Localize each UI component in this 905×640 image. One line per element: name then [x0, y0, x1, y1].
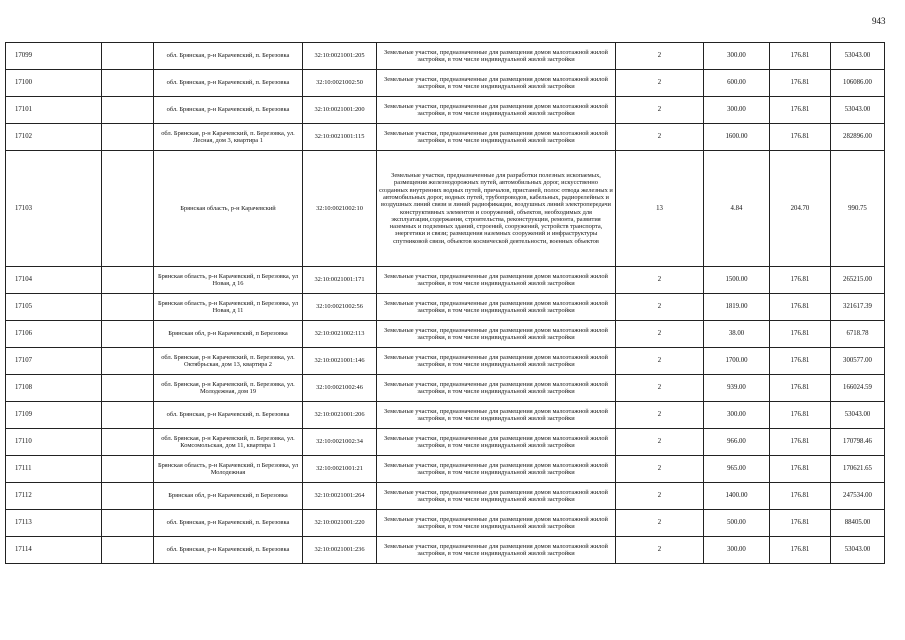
- land-use-purpose-cell: Земельные участки, предназначенные для размещения домов малоэтажной жилой застройки, в том числе индивидуальной жилой застройки: [377, 97, 616, 124]
- blank-cell: [102, 429, 154, 456]
- table-row: [6, 124, 885, 151]
- address-cell: обл. Брянская, р-н Карачевский, п. Березовка, ул. Комсомольская, дом 11, квартира 1: [154, 429, 303, 456]
- table-row: [6, 70, 885, 97]
- area-cell: 300.00: [704, 402, 770, 429]
- table-row: [6, 267, 885, 294]
- cadastral-number-cell: 32:10:0021002:50: [303, 70, 377, 97]
- cadastral-value-cell: 88405.00: [831, 510, 885, 537]
- area-cell: 600.00: [704, 70, 770, 97]
- area-cell: 4.84: [704, 151, 770, 267]
- blank-cell: [102, 456, 154, 483]
- row-id-cell: 17110: [6, 429, 102, 456]
- table-row: [6, 348, 885, 375]
- blank-cell: [102, 124, 154, 151]
- blank-cell: [102, 267, 154, 294]
- group-cell: 2: [616, 267, 704, 294]
- cadastral-value-cell: 321617.39: [831, 294, 885, 321]
- address-cell: Брянская область, р-н Карачевский, п Березовка, ул Новая, д 11: [154, 294, 303, 321]
- cadastral-number-cell: 32:10:0021001:206: [303, 402, 377, 429]
- rate-cell: 176.81: [770, 43, 831, 70]
- group-cell: 13: [616, 151, 704, 267]
- rate-cell: 176.81: [770, 537, 831, 564]
- table-row: [6, 321, 885, 348]
- row-id-cell: 17102: [6, 124, 102, 151]
- rate-cell: 176.81: [770, 375, 831, 402]
- cadastral-value-cell: 170621.65: [831, 456, 885, 483]
- group-cell: 2: [616, 402, 704, 429]
- address-cell: обл. Брянская, р-н Карачевский, п. Березовка: [154, 43, 303, 70]
- row-id-cell: 17113: [6, 510, 102, 537]
- cadastral-value-cell: 282896.00: [831, 124, 885, 151]
- group-cell: 2: [616, 70, 704, 97]
- blank-cell: [102, 375, 154, 402]
- row-id-cell: 17100: [6, 70, 102, 97]
- address-cell: обл. Брянская, р-н Карачевский, п. Березовка: [154, 537, 303, 564]
- table-row: [6, 151, 885, 267]
- rate-cell: 176.81: [770, 267, 831, 294]
- cadastral-value-cell: 53043.00: [831, 402, 885, 429]
- area-cell: 939.00: [704, 375, 770, 402]
- address-cell: Брянская обл, р-н Карачевский, п Березовка: [154, 483, 303, 510]
- cadastral-number-cell: 32:10:0021001:236: [303, 537, 377, 564]
- row-id-cell: 17103: [6, 151, 102, 267]
- table-row: [6, 402, 885, 429]
- rate-cell: 176.81: [770, 402, 831, 429]
- cadastral-value-cell: 300577.00: [831, 348, 885, 375]
- rate-cell: 176.81: [770, 124, 831, 151]
- table-row: [6, 537, 885, 564]
- address-cell: обл. Брянская, р-н Карачевский, п. Березовка: [154, 70, 303, 97]
- cadastral-value-cell: 53043.00: [831, 43, 885, 70]
- land-use-purpose-cell: Земельные участки, предназначенные для размещения домов малоэтажной жилой застройки, в том числе индивидуальной жилой застройки: [377, 537, 616, 564]
- cadastral-number-cell: 32:10:0021001:21: [303, 456, 377, 483]
- area-cell: 38.00: [704, 321, 770, 348]
- land-use-purpose-cell: Земельные участки, предназначенные для размещения домов малоэтажной жилой застройки, в том числе индивидуальной жилой застройки: [377, 267, 616, 294]
- table-row: [6, 456, 885, 483]
- blank-cell: [102, 151, 154, 267]
- cadastral-number-cell: 32:10:0021002:113: [303, 321, 377, 348]
- group-cell: 2: [616, 348, 704, 375]
- address-cell: обл. Брянская, р-н Карачевский, п. Березовка: [154, 402, 303, 429]
- table-row: [6, 43, 885, 70]
- row-id-cell: 17107: [6, 348, 102, 375]
- blank-cell: [102, 97, 154, 124]
- blank-cell: [102, 43, 154, 70]
- group-cell: 2: [616, 375, 704, 402]
- blank-cell: [102, 294, 154, 321]
- group-cell: 2: [616, 124, 704, 151]
- row-id-cell: 17104: [6, 267, 102, 294]
- cadastral-number-cell: 32:10:0021002:56: [303, 294, 377, 321]
- address-cell: Брянская обл, р-н Карачевский, п Березовка: [154, 321, 303, 348]
- blank-cell: [102, 70, 154, 97]
- cadastral-number-cell: 32:10:0021002:34: [303, 429, 377, 456]
- cadastral-value-cell: 166024.59: [831, 375, 885, 402]
- blank-cell: [102, 321, 154, 348]
- cadastral-number-cell: 32:10:0021002:10: [303, 151, 377, 267]
- row-id-cell: 17111: [6, 456, 102, 483]
- area-cell: 300.00: [704, 537, 770, 564]
- rate-cell: 176.81: [770, 483, 831, 510]
- cadastral-number-cell: 32:10:0021001:171: [303, 267, 377, 294]
- rate-cell: 176.81: [770, 294, 831, 321]
- row-id-cell: 17112: [6, 483, 102, 510]
- group-cell: 2: [616, 97, 704, 124]
- cadastral-number-cell: 32:10:0021002:46: [303, 375, 377, 402]
- page-number: 943: [872, 16, 886, 26]
- register-body: [6, 43, 885, 564]
- blank-cell: [102, 348, 154, 375]
- area-cell: 300.00: [704, 43, 770, 70]
- cadastral-number-cell: 32:10:0021001:146: [303, 348, 377, 375]
- land-use-purpose-cell: Земельные участки, предназначенные для размещения домов малоэтажной жилой застройки, в том числе индивидуальной жилой застройки: [377, 375, 616, 402]
- group-cell: 2: [616, 294, 704, 321]
- row-id-cell: 17101: [6, 97, 102, 124]
- area-cell: 966.00: [704, 429, 770, 456]
- group-cell: 2: [616, 321, 704, 348]
- address-cell: обл. Брянская, р-н Карачевский, п. Березовка, ул. Октябрьская, дом 13, квартира 2: [154, 348, 303, 375]
- table-row: [6, 97, 885, 124]
- land-use-purpose-cell: Земельные участки, предназначенные для размещения домов малоэтажной жилой застройки, в том числе индивидуальной жилой застройки: [377, 321, 616, 348]
- cadastral-value-cell: 247534.00: [831, 483, 885, 510]
- row-id-cell: 17099: [6, 43, 102, 70]
- group-cell: 2: [616, 429, 704, 456]
- area-cell: 1600.00: [704, 124, 770, 151]
- land-use-purpose-cell: Земельные участки, предназначенные для размещения домов малоэтажной жилой застройки, в том числе индивидуальной жилой застройки: [377, 402, 616, 429]
- rate-cell: 176.81: [770, 97, 831, 124]
- area-cell: 965.00: [704, 456, 770, 483]
- row-id-cell: 17114: [6, 537, 102, 564]
- cadastral-value-cell: 6718.78: [831, 321, 885, 348]
- rate-cell: 176.81: [770, 510, 831, 537]
- land-use-purpose-cell: Земельные участки, предназначенные для размещения домов малоэтажной жилой застройки, в том числе индивидуальной жилой застройки: [377, 348, 616, 375]
- cadastral-value-cell: 170798.46: [831, 429, 885, 456]
- cadastral-value-cell: 106086.00: [831, 70, 885, 97]
- rate-cell: 176.81: [770, 429, 831, 456]
- address-cell: Брянская область, р-н Карачевский, п Березовка, ул Новая, д 16: [154, 267, 303, 294]
- cadastral-number-cell: 32:10:0021001:115: [303, 124, 377, 151]
- cadastral-value-cell: 265215.00: [831, 267, 885, 294]
- land-use-purpose-cell: Земельные участки, предназначенные для размещения домов малоэтажной жилой застройки, в том числе индивидуальной жилой застройки: [377, 43, 616, 70]
- rate-cell: 204.70: [770, 151, 831, 267]
- land-plot-register-table: [5, 42, 885, 564]
- blank-cell: [102, 510, 154, 537]
- land-use-purpose-cell: Земельные участки, предназначенные для размещения домов малоэтажной жилой застройки, в том числе индивидуальной жилой застройки: [377, 70, 616, 97]
- rate-cell: 176.81: [770, 321, 831, 348]
- table-row: [6, 294, 885, 321]
- cadastral-value-cell: 53043.00: [831, 537, 885, 564]
- address-cell: обл. Брянская, р-н Карачевский, п. Березовка: [154, 510, 303, 537]
- rate-cell: 176.81: [770, 70, 831, 97]
- row-id-cell: 17106: [6, 321, 102, 348]
- row-id-cell: 17108: [6, 375, 102, 402]
- area-cell: 500.00: [704, 510, 770, 537]
- area-cell: 1819.00: [704, 294, 770, 321]
- group-cell: 2: [616, 537, 704, 564]
- rate-cell: 176.81: [770, 456, 831, 483]
- land-use-purpose-cell: Земельные участки, предназначенные для размещения домов малоэтажной жилой застройки, в том числе индивидуальной жилой застройки: [377, 483, 616, 510]
- land-use-purpose-cell: Земельные участки, предназначенные для размещения домов малоэтажной жилой застройки, в том числе индивидуальной жилой застройки: [377, 124, 616, 151]
- address-cell: Брянская область, р-н Карачевский: [154, 151, 303, 267]
- cadastral-number-cell: 32:10:0021001:220: [303, 510, 377, 537]
- cadastral-value-cell: 990.75: [831, 151, 885, 267]
- group-cell: 2: [616, 483, 704, 510]
- table-row: [6, 429, 885, 456]
- cadastral-number-cell: 32:10:0021001:264: [303, 483, 377, 510]
- row-id-cell: 17105: [6, 294, 102, 321]
- table-row: [6, 483, 885, 510]
- blank-cell: [102, 537, 154, 564]
- area-cell: 1700.00: [704, 348, 770, 375]
- cadastral-number-cell: 32:10:0021001:205: [303, 43, 377, 70]
- land-use-purpose-cell: Земельные участки, предназначенные для разработки полезных ископаемых, размещения железнодорожных путей, автомобильных дорог, искусственно созданных внутренних водных путей, причалов, пристаней, полос отвода железных и автомобильных дорог, водных путей, трубопроводов, кабельных, радиорелейных и воздушных линий связи и линий радиофикации, воздушных линий электропередачи конструктивных элементов и сооружений, объектов, необходимых для эксплуатации,содержания, строительства, реконструкции, ремонта, развития наземных и подземных зданий, строений, сооружений, устройств транспорта, энергетики и связи; размещения наземных сооружений и инфраструктуры спутниковой связи, объектов космической деятельности, военных объектов: [377, 151, 616, 267]
- group-cell: 2: [616, 456, 704, 483]
- area-cell: 1400.00: [704, 483, 770, 510]
- group-cell: 2: [616, 43, 704, 70]
- address-cell: обл. Брянская, р-н Карачевский, п. Березовка, ул. Молодежная, дом 19: [154, 375, 303, 402]
- land-use-purpose-cell: Земельные участки, предназначенные для размещения домов малоэтажной жилой застройки, в том числе индивидуальной жилой застройки: [377, 456, 616, 483]
- table-row: [6, 375, 885, 402]
- land-use-purpose-cell: Земельные участки, предназначенные для размещения домов малоэтажной жилой застройки, в том числе индивидуальной жилой застройки: [377, 510, 616, 537]
- cadastral-number-cell: 32:10:0021001:200: [303, 97, 377, 124]
- land-use-purpose-cell: Земельные участки, предназначенные для размещения домов малоэтажной жилой застройки, в том числе индивидуальной жилой застройки: [377, 429, 616, 456]
- group-cell: 2: [616, 510, 704, 537]
- address-cell: обл. Брянская, р-н Карачевский, п. Березовка, ул. Лесная, дом 3, квартира 1: [154, 124, 303, 151]
- address-cell: Брянская область, р-н Карачевский, п Березовка, ул Молодежная: [154, 456, 303, 483]
- table-row: [6, 510, 885, 537]
- row-id-cell: 17109: [6, 402, 102, 429]
- address-cell: обл. Брянская, р-н Карачевский, п. Березовка: [154, 97, 303, 124]
- blank-cell: [102, 483, 154, 510]
- area-cell: 1500.00: [704, 267, 770, 294]
- area-cell: 300.00: [704, 97, 770, 124]
- blank-cell: [102, 402, 154, 429]
- cadastral-value-cell: 53043.00: [831, 97, 885, 124]
- rate-cell: 176.81: [770, 348, 831, 375]
- land-use-purpose-cell: Земельные участки, предназначенные для размещения домов малоэтажной жилой застройки, в том числе индивидуальной жилой застройки: [377, 294, 616, 321]
